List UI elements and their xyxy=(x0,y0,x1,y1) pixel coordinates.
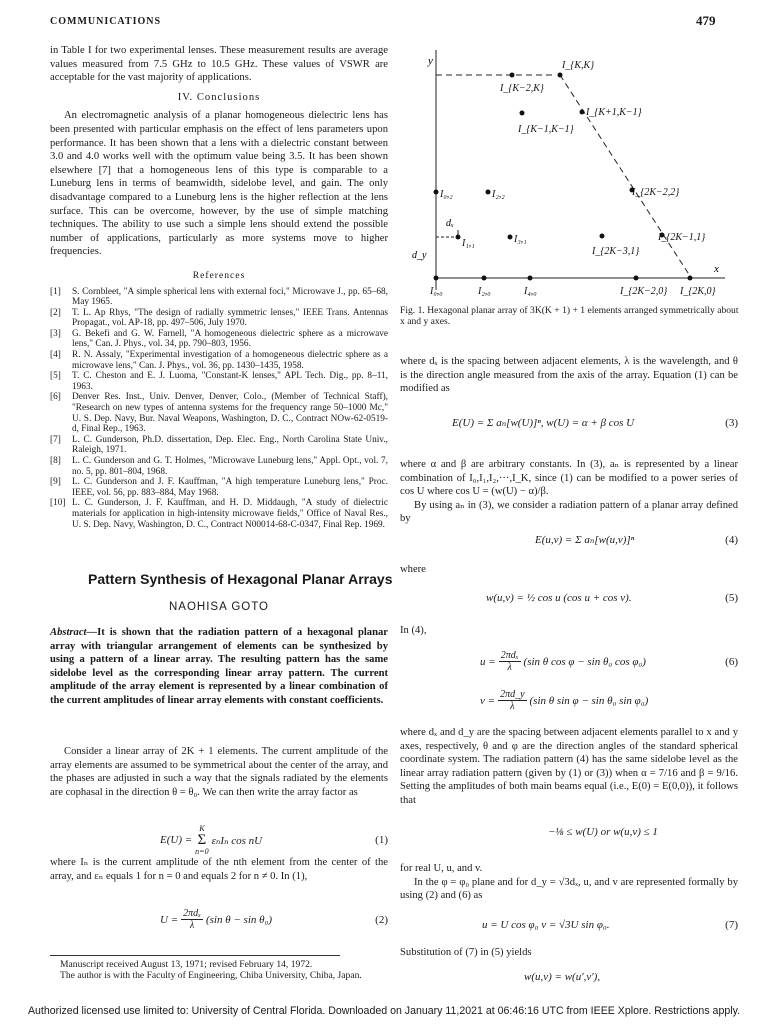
paragraph: Consider a linear array of 2K + 1 elements. The current amplitude of the array elements are assumed to be symmetrical about the center of the array, and the phases are adjusted in such a way that the signals radiated by the elements are cophasal in the direction θ = θ₀. We can then write the array factor as xyxy=(50,746,388,798)
frac-num: 2πdₓ xyxy=(183,908,201,919)
element-point xyxy=(482,276,487,281)
element-label: I_{2K−3,1} xyxy=(592,246,640,257)
in4-label: In (4), xyxy=(400,625,427,636)
right-column-text xyxy=(400,862,738,903)
element-point xyxy=(434,276,439,281)
element-label: I₂,₂ xyxy=(492,189,505,200)
reference-item xyxy=(50,392,388,434)
eq-number: (7) xyxy=(725,919,738,931)
reference-number: [6] xyxy=(50,392,61,403)
reference-number: [8] xyxy=(50,456,61,466)
reference-number: [10] xyxy=(50,498,66,509)
caption-label: Fig. 1. xyxy=(400,305,425,316)
element-label: I_{K,K} xyxy=(562,60,595,71)
element-point xyxy=(580,110,585,115)
paragraph: In the φ = φ₀ plane and for d_y = √3dₓ, u, and v are represented formally by using (2) and (6) as xyxy=(400,876,738,902)
references-heading: References xyxy=(192,269,246,281)
eq-rhs: (sin θ cos φ − sin θ₀ cos φ₀) xyxy=(523,655,646,668)
eq-lhs: U = xyxy=(160,913,179,926)
paragraph: By using aₙ in (3), we consider a radiation pattern of a planar array defined by xyxy=(400,499,738,525)
reference-number: [5] xyxy=(50,371,61,382)
reference-number: [1] xyxy=(50,286,61,297)
element-point xyxy=(510,73,515,78)
footnote-line: The author is with the Faculty of Engineering, Chiba University, Chiba, Japan. xyxy=(60,970,362,981)
reference-text: S. Cornbleet, "A simple spherical lens with external foci," Microwave J., pp. 65–68, May 1965. xyxy=(72,286,388,308)
fraction xyxy=(181,908,203,931)
element-label: I_{2K−2,2} xyxy=(632,187,680,198)
element-point xyxy=(520,111,525,116)
element-label: I_{2K,0} xyxy=(680,286,716,297)
element-label: I_{K−1,K−1} xyxy=(518,124,574,135)
license-footer: Authorized licensed use limited to: University of Central Florida. Downloaded on January 11,2021 at 06:46:16 UTC from IEEE Xplore. Restrictions apply. xyxy=(27,1005,741,1017)
fraction xyxy=(499,650,521,673)
y-axis-label: y xyxy=(428,55,433,67)
eq-rhs: εₙIₙ cos nU xyxy=(211,834,263,847)
eq-text: −⅛ ≤ w(U) or w(u,v) ≤ 1 xyxy=(548,826,658,838)
inequality xyxy=(548,826,658,838)
frac-den: λ xyxy=(507,662,512,673)
reference-text: L. C. Gunderson, J. F. Kauffman, and H. D. Middaugh, "A study of dielectric materials for application in high-intensity microwave fields," Office of Naval Res., U. S. Dep. Navy, Washington, D. C., Contract N00014-68-C-0347, Final Rep. 1969. xyxy=(72,498,388,530)
reference-number: [9] xyxy=(50,477,61,488)
equation-2 xyxy=(160,908,388,931)
x-axis-label: x xyxy=(714,263,719,275)
reference-text: Denver Res. Inst., Univ. Denver, Denver, Colo., (Member of Technical Staff), "Research on new types of antenna systems for the frequency range 50–1000 Mc," U. S. Dep. Navy, Bur. Naval Weapons, Washington, D. C., Contract NOw-62-0519-d, Final Rep., 1963. xyxy=(72,392,388,435)
element-label: I₂,₀ xyxy=(478,286,491,297)
element-label: I_{2K−1,1} xyxy=(658,232,706,243)
reference-text: L. C. Gunderson and G. T. Holmes, "Microwave Luneburg lens," Appl. Opt., vol. 7, no. 5, pp. 801–804, 1968. xyxy=(72,456,388,477)
element-point xyxy=(558,73,563,78)
reference-list xyxy=(50,287,388,531)
reference-number: [3] xyxy=(50,328,61,339)
footnote-line: Manuscript received August 13, 1971; revised February 14, 1972. xyxy=(60,959,313,970)
eq-number: (6) xyxy=(725,655,738,668)
equation-8 xyxy=(524,971,600,983)
equation-6u xyxy=(480,650,738,673)
element-point xyxy=(528,276,533,281)
article-title: Pattern Synthesis of Hexagonal Planar Arrays xyxy=(88,571,393,587)
element-label: I₁,₁ xyxy=(462,238,475,249)
eq-text: E(u,v) = Σ aₙ[w(u,v)]ⁿ xyxy=(535,534,635,546)
eq-rhs: (sin θ − sin θ₀) xyxy=(205,913,273,926)
abstract xyxy=(50,626,388,708)
paragraph: where α and β are arbitrary constants. In (3), aₙ is represented by a linear combination of I₀,I₁,I₂,···,I_K, since (1) can be modified to a power series of cos U where cos U = (w(U) − α)/β. xyxy=(400,459,738,498)
right-column-text xyxy=(400,355,738,396)
reference-item xyxy=(50,329,388,350)
dy-label: d_y xyxy=(412,250,427,261)
dx-label: dₓ xyxy=(446,218,454,229)
reference-item xyxy=(50,287,388,308)
paragraph: where dₓ and d_y are the spacing between adjacent elements parallel to x and y axes, respectively, θ and φ are the direction angles of the standard spherical coordinate system. The radiation pattern (4) has the same sidelobe level as the linear array radiation pattern (given by (1) or (3)) when α = 7/16 and β = 9/16. Setting the amplitudes of both main beams equal (i.e., E(0) = E(0,0)), it follows that xyxy=(400,727,738,806)
reference-number: [7] xyxy=(50,434,61,445)
reference-item xyxy=(50,498,388,530)
eq-lhs: E(U) = xyxy=(160,834,193,846)
equation-3 xyxy=(452,416,738,429)
reference-text: L. C. Gunderson, Ph.D. dissertation, Dep. Elec. Eng., North Carolina State Univ., Raleigh, 1971. xyxy=(72,434,388,456)
eq-number: (1) xyxy=(375,834,388,846)
eq-number: (5) xyxy=(725,592,738,604)
frac-num: 2πd_y xyxy=(500,689,525,700)
element-label: I₄,₀ xyxy=(524,286,537,297)
element-label: I_{K+1,K−1} xyxy=(586,107,642,118)
frac-den: λ xyxy=(510,701,515,712)
paragraph: An electromagnetic analysis of a planar homogeneous dielectric lens has been presented with particular emphasis on the effect of lens parameters upon performance. It has been shown that a lens with a dielectric constant between 3.0 and 4.0 works well with the optimum value being 3.5. It has been shown elsewhere [7] that a homogeneous lens of this type is comparable to a Luneburg lens in terms of beamwidth, sidelobe level, and gain. The only disadvantage compared to a Luneburg lens is the higher reflection at the lens surface. This can be overcome, however, by the use of simple matching techniques. The ability to use such a simple lens should extend the possible number of applications, particularly as more systems move to higher frequencies. xyxy=(50,110,388,258)
section-heading: IV. Conclusions xyxy=(177,91,261,103)
reference-number: [2] xyxy=(50,307,61,318)
abstract-text: It is shown that the radiation pattern of a hexagonal planar array with triangular arrangement of elements can be synthesized by using a pattern of a linear array. The resulting pattern has the same sidelobe level as the corresponding linear array pattern. The current amplitude of the array element is represented by a linear combination of the current amplitudes of linear array elements with constant coefficients. xyxy=(50,627,388,706)
paragraph: where Iₙ is the current amplitude of the nth element from the center of the array, and εₙ equals 1 for n = 0 and equals 2 for n ≠ 0. In (1), xyxy=(50,857,388,882)
reference-item xyxy=(50,308,388,329)
paragraph-block xyxy=(50,856,388,883)
hexagonal-array-figure xyxy=(400,40,740,302)
eq-number: (2) xyxy=(375,913,388,926)
paragraph: for real U, u, and v. xyxy=(400,863,483,874)
intro-text xyxy=(50,745,388,799)
frac-num: 2πdₓ xyxy=(500,650,519,661)
element-label: I_{2K−2,0} xyxy=(620,286,668,297)
equation-7 xyxy=(482,919,738,931)
left-column xyxy=(50,44,388,530)
reference-text: G. Bekefi and G. W. Farnell, "A homogeneous dielectric sphere as a microwave lens," Can. J. Phys., vol. 34, pp. 790–803, 1956. xyxy=(72,328,388,350)
eq-text: u = U cos φ₀ v = √3U sin φ₀. xyxy=(482,919,610,931)
sum-symbol: K Σ n=0 xyxy=(195,824,209,856)
element-point xyxy=(600,234,605,239)
equation-6v xyxy=(480,689,738,712)
page-number: 479 xyxy=(696,13,716,28)
element-point xyxy=(456,235,461,240)
reference-number: [4] xyxy=(50,350,61,361)
reference-item xyxy=(50,456,388,477)
substitution-line: Substitution of (7) in (5) yields xyxy=(400,947,532,958)
footnote xyxy=(50,959,388,981)
running-header: COMMUNICATIONS xyxy=(50,16,162,27)
element-points xyxy=(434,73,693,281)
element-label: I₃,₁ xyxy=(514,234,527,245)
element-label: I₀,₂ xyxy=(440,189,453,200)
element-point xyxy=(634,276,639,281)
paragraph: where dₓ is the spacing between adjacent elements, λ is the wavelength, and θ is the direction angle measured from the axis of the array. Equation (1) can be modified as xyxy=(400,356,738,395)
element-label: I₀,₀ xyxy=(430,286,443,297)
fraction xyxy=(498,689,526,712)
eq-lhs: v = xyxy=(480,694,496,707)
figure-caption xyxy=(400,305,740,327)
element-point xyxy=(508,235,513,240)
right-column-text xyxy=(400,458,738,526)
right-column-text xyxy=(400,726,738,808)
equation-5 xyxy=(486,592,738,604)
article-author: NAOHISA GOTO xyxy=(169,601,269,613)
eq-number: (4) xyxy=(725,533,738,546)
reference-item xyxy=(50,435,388,456)
equation-1 xyxy=(160,824,388,856)
equation-4 xyxy=(535,533,738,546)
reference-item xyxy=(50,371,388,392)
reference-text: L. C. Gunderson and J. F. Kauffman, "A high temperature Luneburg lens," Proc. IEEE, vol. 56, pp. 883–884, May 1968. xyxy=(72,477,388,498)
eq-rhs: (sin θ sin φ − sin θ₀ sin φ₀) xyxy=(529,694,649,707)
frac-den: λ xyxy=(189,920,195,931)
reference-item xyxy=(50,350,388,371)
paragraph: in Table I for two experimental lenses. These measurement results are average values measured from 7.5 GHz to 10.5 GHz. These values of VSWR are acceptable for the vast majority of applications. xyxy=(50,45,388,84)
element-point xyxy=(486,190,491,195)
eq-number: (3) xyxy=(725,416,738,429)
footnote-rule xyxy=(50,955,340,956)
reference-text: T. L. Ap Rhys, "The design of radially symmetric lenses," IEEE Trans. Antennas Propagat., vol. AP-18, pp. 497–506, July 1970. xyxy=(72,307,388,329)
reference-text: R. N. Assaly, "Experimental investigation of a homogeneous dielectric sphere as a microwave lens," Can. J. Phys., vol. 36, pp. 1430–1435, 1958. xyxy=(72,350,388,371)
eq-text: w(u,v) = ½ cos u (cos u + cos v). xyxy=(486,592,632,604)
eq-lhs: u = xyxy=(480,655,496,668)
reference-text: T. C. Cheston and E. J. Luoma, "Constant-K lenses," APL Tech. Dig., pp. 8–11, 1963. xyxy=(72,371,388,392)
eq-text: E(U) = Σ aₙ[w(U)]ⁿ, w(U) = α + β cos U xyxy=(452,417,635,429)
caption-text: Hexagonal planar array of 3K(K + 1) + 1 elements arranged symmetrically about x and y axes. xyxy=(400,305,739,327)
abstract-label: Abstract— xyxy=(50,627,98,638)
element-label: I_{K−2,K} xyxy=(500,83,544,94)
element-point xyxy=(688,276,693,281)
eq-text: w(u,v) = w(u′,v′), xyxy=(524,971,601,983)
element-point xyxy=(434,190,439,195)
where-label: where xyxy=(400,564,426,575)
reference-item xyxy=(50,477,388,498)
